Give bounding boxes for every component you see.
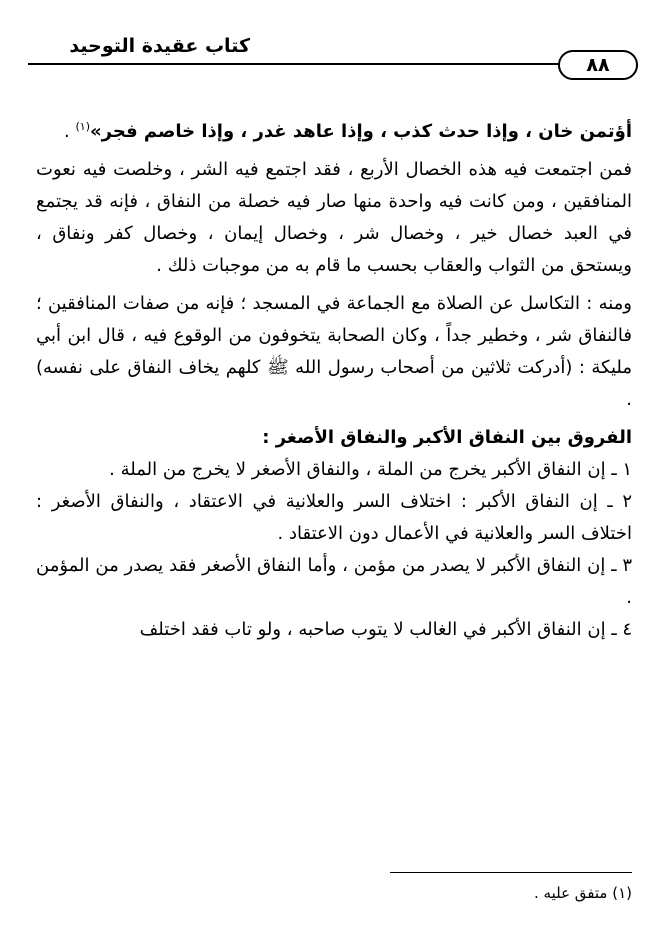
running-header-title: كتاب عقيدة التوحيد <box>69 35 250 57</box>
paragraph-hadith-ending <box>36 116 632 148</box>
section-heading: الفروق بين النفاق الأكبر والنفاق الأصغر : <box>262 427 632 448</box>
hadith-period: . <box>64 121 76 142</box>
paragraph-laziness-prayer: ومنه : التكاسل عن الصلاة مع الجماعة في المسجد ؛ فإنه من صفات المنافقين ؛ فالنفاق شر ، وخطير جداً ، وكان الصحابة يتخوفون من الوقوع فيه ، قال ابن أبي مليكة : (أدركت ثلاثين من أصحاب رسول الله ﷺ كلهم يخاف النفاق على نفسه) . <box>36 293 632 410</box>
header-rule <box>28 63 558 65</box>
footnote-reference: (١) <box>75 120 91 133</box>
footnote: (١) متفق عليه . <box>534 884 632 902</box>
page-number: ٨٨ <box>558 50 638 80</box>
list-item: ٣ ـ إن النفاق الأكبر لا يصدر من مؤمن ، وأما النفاق الأصغر فقد يصدر من المؤمن . <box>36 555 632 608</box>
list-item: ٤ ـ إن النفاق الأكبر في الغالب لا يتوب صاحبه ، ولو تاب فقد اختلف <box>139 619 632 640</box>
list-item: ٢ ـ إن النفاق الأكبر : اختلاف السر والعلانية في الاعتقاد ، والنفاق الأصغر : اختلاف السر والعلانية في الأعمال دون الاعتقاد . <box>36 491 632 544</box>
paragraph-traits: فمن اجتمعت فيه هذه الخصال الأربع ، فقد اجتمع فيه الشر ، وخلصت فيه نعوت المنافقين ، ومن كانت فيه واحدة منها صار فيه خصلة من النفاق ، فإنه قد يجتمع في العبد خصال خير ، وخصال شر ، وخصال إيمان ، وخصال كفر ونفاق ، ويستحق من الثواب والعقاب بحسب ما قام به من موجبات ذلك . <box>36 159 632 276</box>
hadith-text: أؤتمن خان ، وإذا حدث كذب ، وإذا عاهد غدر ، وإذا خاصم فجر» <box>90 121 632 142</box>
list-item: ١ ـ إن النفاق الأكبر يخرج من الملة ، والنفاق الأصغر لا يخرج من الملة . <box>109 459 632 480</box>
main-text <box>36 116 632 646</box>
footnote-rule <box>390 872 632 873</box>
